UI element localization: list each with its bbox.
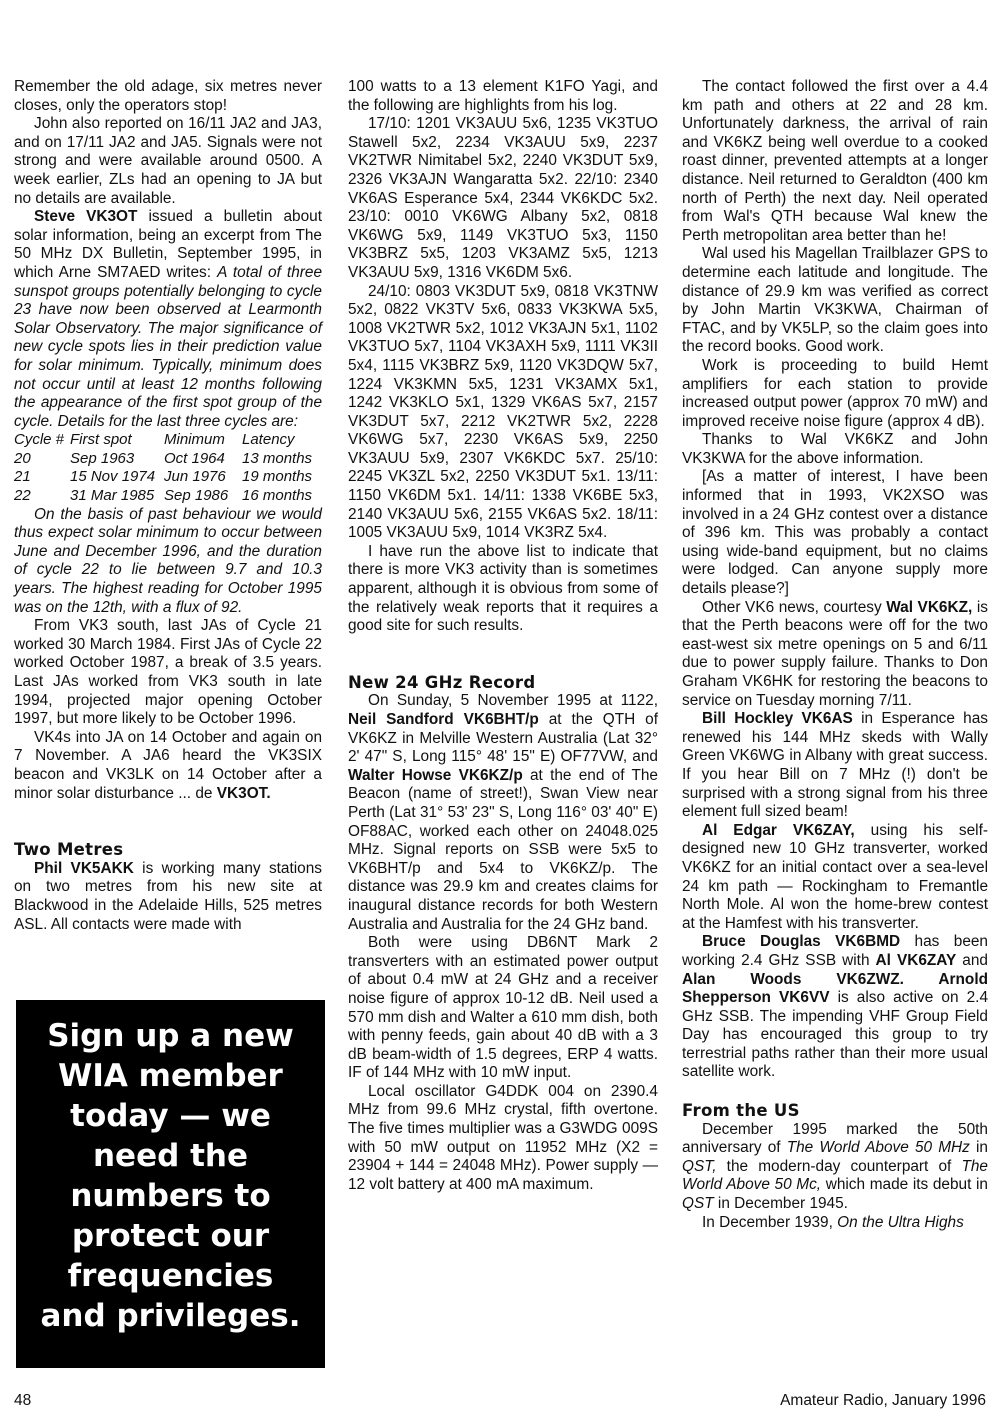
section-heading: Two Metres (14, 840, 124, 860)
callsign-bold: VK3OT. (216, 784, 271, 802)
table-cell: 20 (14, 449, 31, 467)
table-row (14, 450, 322, 469)
paragraph: Remember the old adage, six metres never closes, only the operators stop! (14, 78, 322, 114)
paragraph: From VK3 south, last JAs of Cycle 21 worked 30 March 1984. First JAs of Cycle 22 worked October 1987, a break of 3.5 years. Last JAs worked from VK3 south in late 1994, projected major opening October 1997, but more likely to be October 1996. (14, 617, 322, 728)
paragraph: Bruce Douglas VK6BMD has been working 2.4 GHz SSB with Al VK6ZAY and Alan Woods VK6ZWZ. Arnold Shepperson VK6VV is also active on 2.4 GHz SSB. The impending VHF Group Field Day has encouraged this group to try terrestrial paths rather than their more usual satellite work. (682, 933, 988, 1081)
callsign-bold: Alan Woods VK6ZWZ. Arnold Shepperson VK6VV (682, 970, 988, 1007)
ad-line: and privileges. (40, 1298, 301, 1334)
table-cell: 19 months (242, 468, 313, 486)
column-3 (682, 78, 988, 1232)
callsign-bold: Phil VK5AKK (34, 859, 134, 877)
ad-line: numbers to (70, 1178, 271, 1214)
log-paragraph: 24/10: 0803 VK3DUT 5x9, 0818 VK3TNW 5x2, 0822 VK3TV 5x6, 0833 VK3KWA 5x5, 1008 VK2TWR 5x2, 1012 VK3AJN 5x1, 1102 VK3TUO 5x7, 1104 VK3AXH 5x9, 1111 VK3II 5x4, 1115 VK3BRZ 5x9, 1120 VK3DQW 5x7, 1224 VK3KMN 5x5, 1231 VK3AMX 5x1, 1242 VK3KLO 5x1, 1329 VK6AS 5x7, 2157 VK3DUT 5x7, 2212 VK2TWR 5x2, 2228 VK6WG 5x7, 2230 VK6AS 5x9, 2250 VK3AUU 5x9, 2307 VK6KDC 5x7. 25/10: 2245 VK3ZL 5x2, 2250 VK3DUT 5x1. 13/11: 1150 VK6DM 5x1. 14/11: 1338 VK6BE 5x3, 2140 VK3AUU 5x6, 2155 VK6AS 5x2. 18/11: 1005 VK3AUU 5x9, 1014 VK3RZ 5x4. (348, 282, 658, 542)
ad-line: protect our (71, 1218, 270, 1254)
paragraph: John also reported on 16/11 JA2 and JA3, and on 17/11 JA2 and JA5. Signals were not strong and were available around 0500. A week earlier, ZLs had an opening to JA but no details are available. (14, 115, 322, 207)
table-cell: Sep 1986 (164, 487, 229, 505)
paragraph: Steve VK3OT issued a bulletin about solar information, being an excerpt from The 50 MHz DX Bulletin, September 1995, in which Arne SM7AED writes: A total of three sunspot groups potentially belonging to cycle 23 have now been observed at Learmonth Solar Observatory. The major significance of new cycle spots lies in their prediction value for solar minimum. Typically, minimum does not occur until at least 12 months following the appearance of the first spot group of the cycle. Details for the last three cycles are: (14, 208, 323, 430)
paragraph: Bill Hockley VK6AS in Esperance has renewed his 144 MHz skeds with Wally Green VK6WG in Albany with great success. If you hear Bill on 7 MHz (!) don't be surprised with a strong signal from his three element full sized beam! (682, 710, 988, 821)
table-header: Cycle # (14, 431, 65, 449)
section-heading: New 24 GHz Record (348, 672, 536, 692)
callsign-bold: Steve VK3OT (34, 208, 138, 226)
paragraph: 100 watts to a 13 element K1FO Yagi, and the following are highlights from his log. (348, 78, 658, 114)
ad-line: today — we (70, 1098, 271, 1134)
paragraph: VK4s into JA on 14 October and again on 7 November. A JA6 heard the VK3SIX beacon and VK3LK on 14 October after a minor solar disturbance ... de VK3OT. (14, 728, 322, 802)
callsign-bold: Bruce Douglas VK6BMD (702, 933, 901, 951)
paragraph: Phil VK5AKK is working many stations on two metres from his new site at Blackwood in the Adelaide Hills, 525 metres ASL. All contacts were made with (14, 859, 322, 933)
table-cell: Sep 1963 (70, 449, 135, 467)
column-1 (14, 78, 322, 934)
page-number: 48 (14, 1392, 32, 1409)
paragraph: Local oscillator G4DDK 004 on 2390.4 MHz from 99.6 MHz crystal, fifth overtone. The five times multiplier was a G3WDG 009S with 50 mW output on 11952 MHz (X2 = 23904 + 144 = 24048 MHz). Power supply — 12 volt battery at 400 mA maximum. (348, 1082, 658, 1193)
table-header-row (14, 431, 322, 450)
ad-line: frequencies (67, 1258, 274, 1294)
paragraph: The contact followed the first over a 4.4 km path and others at 22 and 28 km. Unfortunately darkness, the arrival of rain and VK6KZ being well overdue to a cooked roast dinner, prevented attempts at a longer distance. Neil returned to Geraldton (400 km north of Perth) the next day. Neil operated from Wal's QTH because Wal knew the Perth metropolitan area better than he! (682, 78, 988, 244)
log-paragraph: 17/10: 1201 VK3AUU 5x6, 1235 VK3TUO Stawell 5x2, 2234 VK3AUU 5x9, 2237 VK2TWR Nimitabel 5x2, 2240 VK3DUT 5x9, 2326 VK3AJN Wangaratta 5x2. 22/10: 2340 VK6AS Esperance 5x4, 2344 VK6KDC 5x2. 23/10: 0010 VK6WG Albany 5x2, 0818 VK6WG 5x9, 1149 VK3TUO 5x3, 1150 VK3BRZ 5x5, 1203 VK3AMZ 5x5, 1213 VK3AUU 5x9, 1316 VK6DM 5x6. (348, 115, 658, 281)
ad-line: Sign up a new (47, 1018, 294, 1054)
callsign-bold: Bill Hockley VK6AS (702, 710, 853, 728)
paragraph: Other VK6 news, courtesy Wal VK6KZ, is that the Perth beacons were off for the two east-west six metre openings on 5 and 6/11 due to power supply failure. Thanks to Don Graham VK6HK for restoring the beacons to service on Tuesday morning 7/11. (682, 598, 988, 709)
callsign-bold: Al Edgar VK6ZAY, (702, 821, 855, 839)
ad-text (16, 1000, 325, 1336)
paragraph: Wal used his Magellan Trailblazer GPS to determine each latitude and longitude. The distance of 29.9 km was verified as correct by John Martin VK3KWA, Chairman of FTAC, and by VK5LP, so the claim goes into the record books. Good work. (682, 245, 988, 356)
table-header: Minimum (164, 431, 225, 449)
paragraph: On Sunday, 5 November 1995 at 1122, Neil Sandford VK6BHT/p at the QTH of VK6KZ in Melville Western Australia (Lat 32° 2' 47" S, Long 115° 48' 15" E) OF77VW, and Walter Howse VK6KZ/p at the end of The Beacon (name of street!), Swan View near Perth (Lat 31° 53' 23" S, Long 116° 03' 40" E) OF88AC, worked each other on 24048.025 MHz. Signal reports on SSB were 5x5 to VK6BHT/p and 5x4 to VK6KZ/p. The distance was 29.9 km and creates claims for inaugural distance records for both Western Australia and Australia for the 24 GHz band. (348, 692, 658, 933)
table-cell: 15 Nov 1974 (70, 468, 156, 486)
paragraph: [As a matter of interest, I have been informed that in 1993, VK2XSO was involved in a 24 GHz contest over a distance of 396 km. This was probably a contact using wide-band equipment, but no claims were lodged. Can anyone supply more details please?] (682, 468, 988, 598)
paragraph: I have run the above list to indicate that there is more VK3 activity than is sometimes apparent, although it is obvious from some of the relatively weak reports that it requires a good site for such results. (348, 542, 658, 635)
table-cell: 31 Mar 1985 (70, 487, 155, 505)
table-row (14, 487, 322, 506)
paragraph: December 1995 marked the 50th anniversary of The World Above 50 MHz in QST, the modern-day counterpart of The World Above 50 Mc, which made its debut in QST in December 1945. (682, 1120, 988, 1213)
callsign-bold: Neil Sandford VK6BHT/p (348, 711, 539, 728)
cycle-table (14, 431, 322, 505)
table-cell: 22 (14, 487, 31, 505)
table-cell: 13 months (242, 449, 313, 467)
table-cell: Oct 1964 (164, 449, 225, 467)
paragraph: Both were using DB6NT Mark 2 transverters with an estimated power output of about 0.4 mW at 24 GHz and a receiver noise figure of approx 10-12 dB. Neil used a 570 mm dish and Walter a 610 mm dish, both with penny feeds, gain about 40 dB with a 3 dB beam-width of 1.5 degrees, ERP 4 watts. IF of 144 MHz with 10 mW input. (348, 934, 658, 1082)
table-header: First spot (70, 431, 132, 449)
ad-line: need the (92, 1138, 248, 1174)
ad-line: WIA member (58, 1058, 283, 1094)
section-heading: From the US (682, 1101, 800, 1121)
paragraph: Thanks to Wal VK6KZ and John VK3KWA for the above information. (682, 431, 988, 467)
publication-footer: Amateur Radio, January 1996 (780, 1392, 986, 1409)
wia-membership-ad (16, 1000, 325, 1368)
paragraph: Work is proceeding to build Hemt amplifiers for each station to provide increased output power (approx 70 mW) and improved receive noise figure (approx 4 dB). (682, 356, 988, 430)
table-cell: 21 (14, 468, 31, 486)
table-cell: Jun 1976 (164, 468, 226, 486)
column-2 (348, 78, 658, 1194)
callsign-bold: Al VK6ZAY (875, 951, 957, 969)
paragraph: Al Edgar VK6ZAY, using his self-designed new 10 GHz transverter, worked VK6KZ for an initial contact over a sea-level 24 km path — Rockingham to Fremantle North Mole. Al won the home-brew contest at the Hamfest with his transverter. (682, 821, 989, 932)
paragraph: In December 1939, On the Ultra Highs (702, 1213, 964, 1231)
callsign-bold: Wal VK6KZ, (886, 598, 973, 616)
paragraph: On the basis of past behaviour we would thus expect solar minimum to occur between June and December 1996, and the duration of cycle 22 to lie between 9.7 and 10.3 years. The highest reading for October 1995 was on the 12th, with a flux of 92. (14, 505, 322, 616)
table-row (14, 468, 322, 487)
callsign-bold: Walter Howse VK6KZ/p (348, 766, 523, 784)
table-cell: 16 months (242, 487, 313, 505)
table-header: Latency (242, 431, 295, 449)
